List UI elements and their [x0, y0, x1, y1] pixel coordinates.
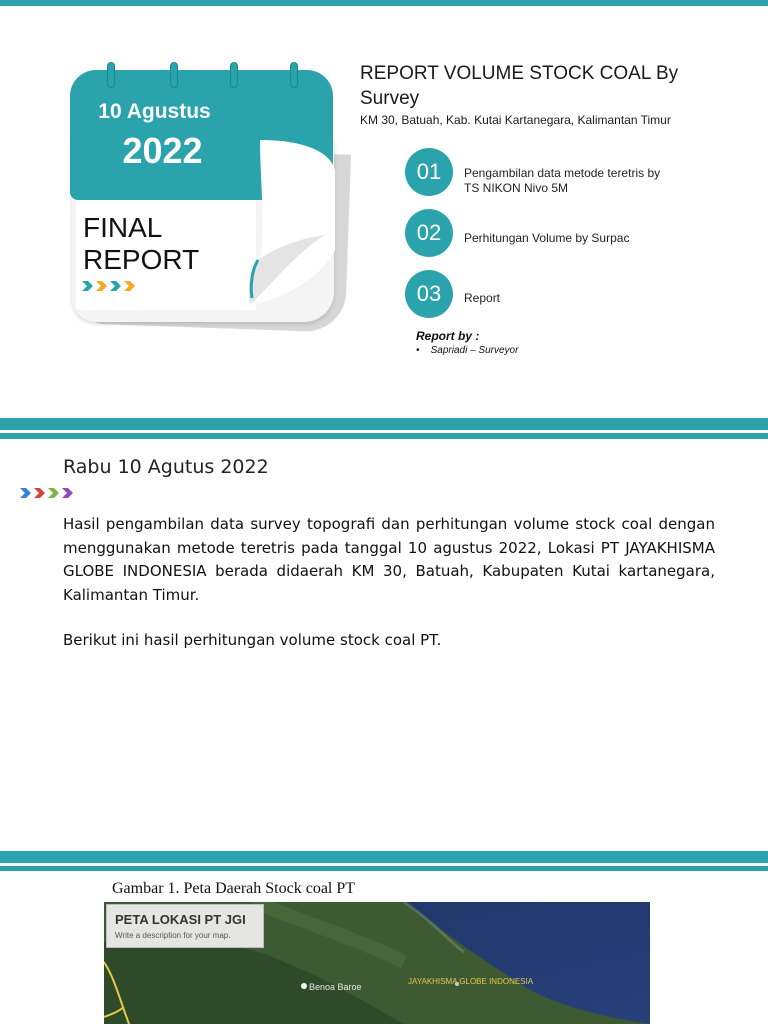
chevron-arrows-icon: [82, 280, 138, 292]
slide-divider-bar-thin: [0, 433, 768, 439]
slide2-heading: Rabu 10 Agutus 2022: [63, 456, 269, 478]
step-number-3: 03: [405, 270, 453, 318]
colored-chevrons-icon: [20, 487, 78, 499]
step-number-2: 02: [405, 209, 453, 257]
slide-divider-bar: [0, 851, 768, 863]
report-location: KM 30, Batuah, Kab. Kutai Kartanegara, Kalimantan Timur: [360, 113, 671, 127]
calendar-day-month: 10 Agustus: [98, 100, 211, 123]
figure-caption: Gambar 1. Peta Daerah Stock coal PT: [112, 880, 356, 897]
report-by-person: [416, 345, 518, 356]
calendar-ring: [170, 62, 178, 88]
final-report-label: [83, 212, 199, 276]
calendar-year: 2022: [122, 130, 203, 171]
slide-divider-bar: [0, 418, 768, 430]
calendar-ring: [290, 62, 298, 88]
bullet-icon: •: [416, 345, 431, 356]
slide2-paragraph-2: Berikut ini hasil perhitungan volume stock coal PT.: [63, 631, 442, 649]
report-title: REPORT VOLUME STOCK COAL By Survey: [360, 63, 679, 109]
location-map: [104, 902, 650, 1024]
map-description: Write a description for your map.: [115, 931, 231, 940]
map-place-label-2: JAYAKHISMA GLOBE INDONESIA: [408, 977, 534, 986]
step-text-1-line2: TS NIKON Nivo 5M: [464, 181, 569, 195]
step-number-1: 01: [405, 148, 453, 196]
calendar-ring: [230, 62, 238, 88]
step-text-2: Perhitungan Volume by Surpac: [464, 231, 630, 245]
step-text-3: Report: [464, 291, 501, 305]
final-label-line1: FINAL: [83, 212, 163, 243]
final-label-line2: REPORT: [83, 244, 200, 275]
step-text-1-line1: Pengambilan data metode teretris by: [464, 166, 661, 180]
top-accent-bar: [0, 0, 768, 6]
map-place-label-1: Benoa Baroe: [309, 982, 362, 992]
report-by-label: Report by :: [416, 329, 480, 343]
page-curl-graphic: [240, 130, 340, 310]
map-info-box: [106, 904, 264, 948]
report-by-person-name: Sapriadi – Surveyor: [430, 345, 519, 356]
map-title: PETA LOKASI PT JGI: [115, 912, 246, 927]
step-text-1: [464, 166, 660, 196]
slide2-paragraph-1: Hasil pengambilan data survey topografi dan perhitungan volume stock coal dengan menggunakan metode teretris pada tanggal 10 agustus 2022, Lokasi PT JAYAKHISMA GLOBE INDONESIA berada didaerah KM 30, Batuah, Kabupaten Kutai kartanegara, Kalimantan Timur.: [63, 515, 715, 604]
slide-divider-bar-thin: [0, 866, 768, 871]
calendar-ring: [107, 62, 115, 88]
